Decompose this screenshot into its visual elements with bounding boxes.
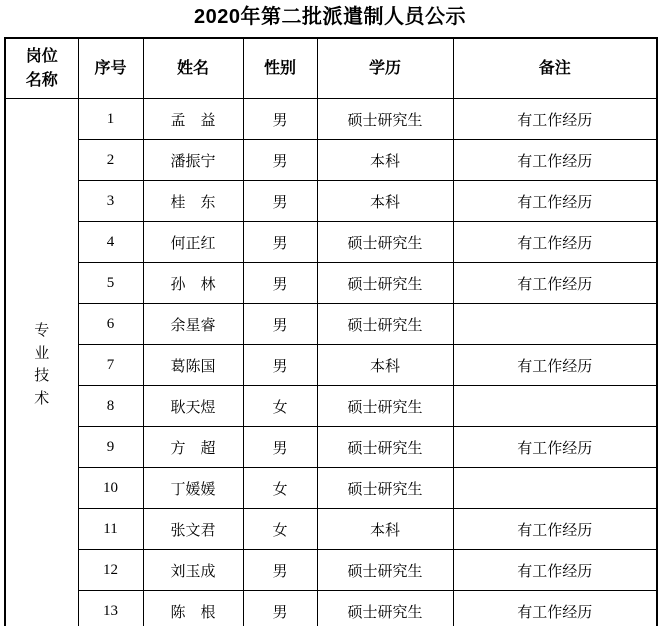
cell-remark: 有工作经历: [453, 222, 657, 263]
cell-education: 硕士研究生: [317, 304, 453, 345]
header-seq: 序号: [78, 38, 143, 99]
cell-gender: 女: [243, 386, 317, 427]
cell-gender: 男: [243, 591, 317, 626]
cell-gender: 男: [243, 140, 317, 181]
cell-seq: 8: [78, 386, 143, 427]
table-row: [5, 509, 657, 550]
cell-seq: 3: [78, 181, 143, 222]
cell-education: 硕士研究生: [317, 386, 453, 427]
cell-name: 张文君: [143, 509, 243, 550]
table-row: [5, 427, 657, 468]
cell-seq: 9: [78, 427, 143, 468]
cell-name: 耿天煜: [143, 386, 243, 427]
cell-education: 本科: [317, 140, 453, 181]
cell-remark: [453, 468, 657, 509]
cell-seq: 6: [78, 304, 143, 345]
cell-gender: 男: [243, 304, 317, 345]
cell-name: 余星睿: [143, 304, 243, 345]
cell-education: 硕士研究生: [317, 263, 453, 304]
table-row: [5, 386, 657, 427]
table-row: [5, 468, 657, 509]
cell-seq: 2: [78, 140, 143, 181]
cell-name: 孟 益: [143, 99, 243, 140]
cell-gender: 男: [243, 181, 317, 222]
cell-education: 硕士研究生: [317, 468, 453, 509]
cell-gender: 女: [243, 468, 317, 509]
cell-seq: 10: [78, 468, 143, 509]
cell-seq: 5: [78, 263, 143, 304]
cell-gender: 女: [243, 509, 317, 550]
cell-name: 葛陈国: [143, 345, 243, 386]
cell-gender: 男: [243, 427, 317, 468]
cell-remark: 有工作经历: [453, 263, 657, 304]
cell-remark: 有工作经历: [453, 427, 657, 468]
cell-education: 硕士研究生: [317, 99, 453, 140]
position-group-label: 专业技术: [34, 323, 50, 407]
cell-remark: 有工作经历: [453, 140, 657, 181]
cell-remark: 有工作经历: [453, 181, 657, 222]
table-row: [5, 140, 657, 181]
cell-name: 何正红: [143, 222, 243, 263]
table-row: [5, 263, 657, 304]
page-title: 2020年第二批派遣制人员公示: [194, 6, 466, 28]
cell-education: 本科: [317, 509, 453, 550]
cell-remark: [453, 304, 657, 345]
cell-name: 桂 东: [143, 181, 243, 222]
position-group-cell: [5, 99, 78, 626]
cell-seq: 13: [78, 591, 143, 626]
cell-education: 本科: [317, 345, 453, 386]
cell-gender: 男: [243, 222, 317, 263]
cell-seq: 12: [78, 550, 143, 591]
table-row: [5, 99, 657, 140]
table-row: [5, 304, 657, 345]
cell-education: 硕士研究生: [317, 591, 453, 626]
header-remark: 备注: [453, 38, 657, 99]
header-position: [5, 38, 78, 99]
cell-seq: 7: [78, 345, 143, 386]
cell-education: 硕士研究生: [317, 222, 453, 263]
header-education: 学历: [317, 38, 453, 99]
table-row: [5, 591, 657, 626]
cell-education: 硕士研究生: [317, 550, 453, 591]
cell-gender: 男: [243, 263, 317, 304]
cell-seq: 4: [78, 222, 143, 263]
cell-gender: 男: [243, 550, 317, 591]
cell-remark: [453, 386, 657, 427]
cell-name: 孙 林: [143, 263, 243, 304]
cell-remark: 有工作经历: [453, 591, 657, 626]
cell-name: 陈 根: [143, 591, 243, 626]
cell-seq: 11: [78, 509, 143, 550]
cell-education: 本科: [317, 181, 453, 222]
cell-remark: 有工作经历: [453, 99, 657, 140]
cell-seq: 1: [78, 99, 143, 140]
cell-name: 潘振宁: [143, 140, 243, 181]
cell-remark: 有工作经历: [453, 550, 657, 591]
table-header-row: [5, 38, 657, 99]
cell-name: 刘玉成: [143, 550, 243, 591]
cell-name: 方 超: [143, 427, 243, 468]
header-gender: 性别: [243, 38, 317, 99]
personnel-table: [4, 37, 658, 626]
cell-remark: 有工作经历: [453, 345, 657, 386]
cell-name: 丁媛媛: [143, 468, 243, 509]
header-position-label: 岗位名称: [25, 48, 58, 89]
cell-education: 硕士研究生: [317, 427, 453, 468]
table-row: [5, 345, 657, 386]
header-name: 姓名: [143, 38, 243, 99]
table-row: [5, 550, 657, 591]
cell-gender: 男: [243, 345, 317, 386]
table-row: [5, 181, 657, 222]
cell-remark: 有工作经历: [453, 509, 657, 550]
table-row: [5, 222, 657, 263]
cell-gender: 男: [243, 99, 317, 140]
